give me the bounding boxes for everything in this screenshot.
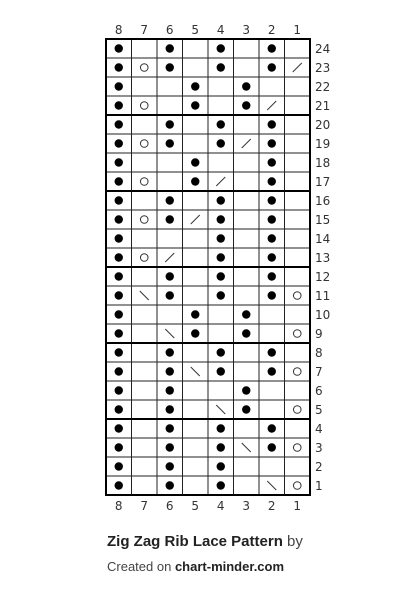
row-number: 6 — [315, 384, 323, 398]
purl-dot — [166, 405, 174, 413]
column-number-top: 4 — [216, 23, 225, 37]
purl-dot — [217, 63, 225, 71]
purl-dot — [115, 63, 123, 71]
purl-dot — [115, 272, 123, 280]
purl-dot — [166, 44, 174, 52]
row-number: 20 — [315, 118, 331, 132]
purl-dot — [115, 101, 123, 109]
purl-dot — [115, 367, 123, 375]
purl-dot — [191, 158, 199, 166]
purl-dot — [268, 44, 276, 52]
purl-dot — [268, 177, 276, 185]
purl-dot — [115, 177, 123, 185]
column-number-top: 8 — [114, 23, 123, 37]
row-number: 15 — [315, 213, 331, 227]
purl-dot — [268, 291, 276, 299]
pattern-title-line — [107, 533, 303, 550]
purl-dot — [166, 481, 174, 489]
purl-dot — [115, 82, 123, 90]
purl-dot — [191, 310, 199, 318]
purl-dot — [268, 234, 276, 242]
yarn-over-circle — [293, 368, 301, 376]
column-number-bottom: 5 — [191, 499, 200, 513]
row-number: 23 — [315, 61, 331, 75]
column-number-bottom: 2 — [267, 499, 276, 513]
column-number-top: 1 — [293, 23, 302, 37]
row-number: 2 — [315, 460, 323, 474]
purl-dot — [268, 253, 276, 261]
purl-dot — [242, 329, 250, 337]
purl-dot — [217, 462, 225, 470]
row-number: 9 — [315, 327, 323, 341]
row-number: 8 — [315, 346, 323, 360]
row-number: 4 — [315, 422, 323, 436]
right-decrease-slash — [165, 253, 174, 262]
column-number-bottom: 3 — [242, 499, 251, 513]
purl-dot — [268, 120, 276, 128]
purl-dot — [191, 82, 199, 90]
purl-dot — [268, 215, 276, 223]
purl-dot — [166, 367, 174, 375]
row-number: 21 — [315, 99, 331, 113]
purl-dot — [166, 139, 174, 147]
row-number: 17 — [315, 175, 331, 189]
yarn-over-circle — [293, 406, 301, 414]
purl-dot — [166, 424, 174, 432]
purl-dot — [166, 348, 174, 356]
purl-dot — [115, 348, 123, 356]
pattern-title: Zig Zag Rib Lace Pattern — [107, 533, 283, 550]
purl-dot — [217, 348, 225, 356]
purl-dot — [115, 405, 123, 413]
column-number-bottom: 1 — [293, 499, 302, 513]
purl-dot — [166, 272, 174, 280]
purl-dot — [166, 63, 174, 71]
column-number-bottom: 7 — [140, 499, 149, 513]
purl-dot — [217, 234, 225, 242]
left-decrease-slash — [216, 405, 225, 414]
purl-dot — [242, 82, 250, 90]
yarn-over-circle — [140, 178, 148, 186]
column-number-top: 2 — [267, 23, 276, 37]
purl-dot — [217, 424, 225, 432]
right-decrease-slash — [267, 101, 276, 110]
by-label: by — [287, 533, 303, 550]
purl-dot — [166, 462, 174, 470]
row-number: 13 — [315, 251, 331, 265]
purl-dot — [268, 139, 276, 147]
yarn-over-circle — [293, 444, 301, 452]
purl-dot — [268, 158, 276, 166]
purl-dot — [115, 424, 123, 432]
credit-line — [107, 559, 284, 574]
purl-dot — [166, 386, 174, 394]
purl-dot — [115, 310, 123, 318]
purl-dot — [217, 291, 225, 299]
yarn-over-circle — [140, 102, 148, 110]
left-decrease-slash — [267, 481, 276, 490]
row-number: 12 — [315, 270, 331, 284]
purl-dot — [166, 215, 174, 223]
left-decrease-slash — [165, 329, 174, 338]
row-number: 14 — [315, 232, 331, 246]
purl-dot — [242, 405, 250, 413]
purl-dot — [166, 291, 174, 299]
purl-dot — [115, 196, 123, 204]
column-number-top: 6 — [165, 23, 174, 37]
purl-dot — [115, 44, 123, 52]
purl-dot — [268, 348, 276, 356]
column-number-top: 3 — [242, 23, 251, 37]
purl-dot — [242, 101, 250, 109]
row-number: 11 — [315, 289, 331, 303]
purl-dot — [191, 329, 199, 337]
purl-dot — [115, 158, 123, 166]
yarn-over-circle — [140, 64, 148, 72]
purl-dot — [217, 367, 225, 375]
purl-dot — [268, 272, 276, 280]
left-decrease-slash — [140, 291, 149, 300]
left-decrease-slash — [242, 443, 251, 452]
row-number: 22 — [315, 80, 331, 94]
purl-dot — [217, 44, 225, 52]
purl-dot — [217, 272, 225, 280]
purl-dot — [115, 234, 123, 242]
yarn-over-circle — [140, 216, 148, 224]
purl-dot — [217, 481, 225, 489]
purl-dot — [115, 120, 123, 128]
purl-dot — [217, 253, 225, 261]
purl-dot — [191, 177, 199, 185]
purl-dot — [268, 443, 276, 451]
right-decrease-slash — [216, 177, 225, 186]
column-number-bottom: 8 — [114, 499, 123, 513]
purl-dot — [268, 196, 276, 204]
yarn-over-circle — [140, 140, 148, 148]
column-number-bottom: 4 — [216, 499, 225, 513]
purl-dot — [217, 443, 225, 451]
purl-dot — [115, 329, 123, 337]
purl-dot — [115, 386, 123, 394]
purl-dot — [217, 215, 225, 223]
purl-dot — [242, 386, 250, 394]
left-decrease-slash — [191, 367, 200, 376]
site-link[interactable]: chart-minder.com — [174, 559, 285, 574]
column-number-top: 7 — [140, 23, 149, 37]
purl-dot — [115, 291, 123, 299]
row-number: 18 — [315, 156, 331, 170]
purl-dot — [191, 101, 199, 109]
created-label: Created on — [107, 559, 172, 574]
purl-dot — [115, 462, 123, 470]
right-decrease-slash — [242, 139, 251, 148]
column-number-top: 5 — [191, 23, 200, 37]
purl-dot — [115, 443, 123, 451]
purl-dot — [217, 139, 225, 147]
purl-dot — [242, 310, 250, 318]
purl-dot — [166, 196, 174, 204]
row-number: 5 — [315, 403, 323, 417]
purl-dot — [115, 253, 123, 261]
purl-dot — [268, 367, 276, 375]
purl-dot — [268, 424, 276, 432]
purl-dot — [166, 443, 174, 451]
row-number: 3 — [315, 441, 323, 455]
purl-dot — [217, 196, 225, 204]
purl-dot — [115, 481, 123, 489]
right-decrease-slash — [293, 63, 302, 72]
column-number-bottom: 6 — [165, 499, 174, 513]
row-number: 19 — [315, 137, 331, 151]
yarn-over-circle — [140, 254, 148, 262]
row-number: 1 — [315, 479, 323, 493]
row-number: 7 — [315, 365, 323, 379]
purl-dot — [115, 215, 123, 223]
purl-dot — [217, 120, 225, 128]
row-number: 24 — [315, 42, 331, 56]
row-number: 16 — [315, 194, 331, 208]
right-decrease-slash — [191, 215, 200, 224]
purl-dot — [166, 120, 174, 128]
purl-dot — [115, 139, 123, 147]
purl-dot — [268, 63, 276, 71]
row-number: 10 — [315, 308, 331, 322]
yarn-over-circle — [293, 482, 301, 490]
yarn-over-circle — [293, 330, 301, 338]
yarn-over-circle — [293, 292, 301, 300]
